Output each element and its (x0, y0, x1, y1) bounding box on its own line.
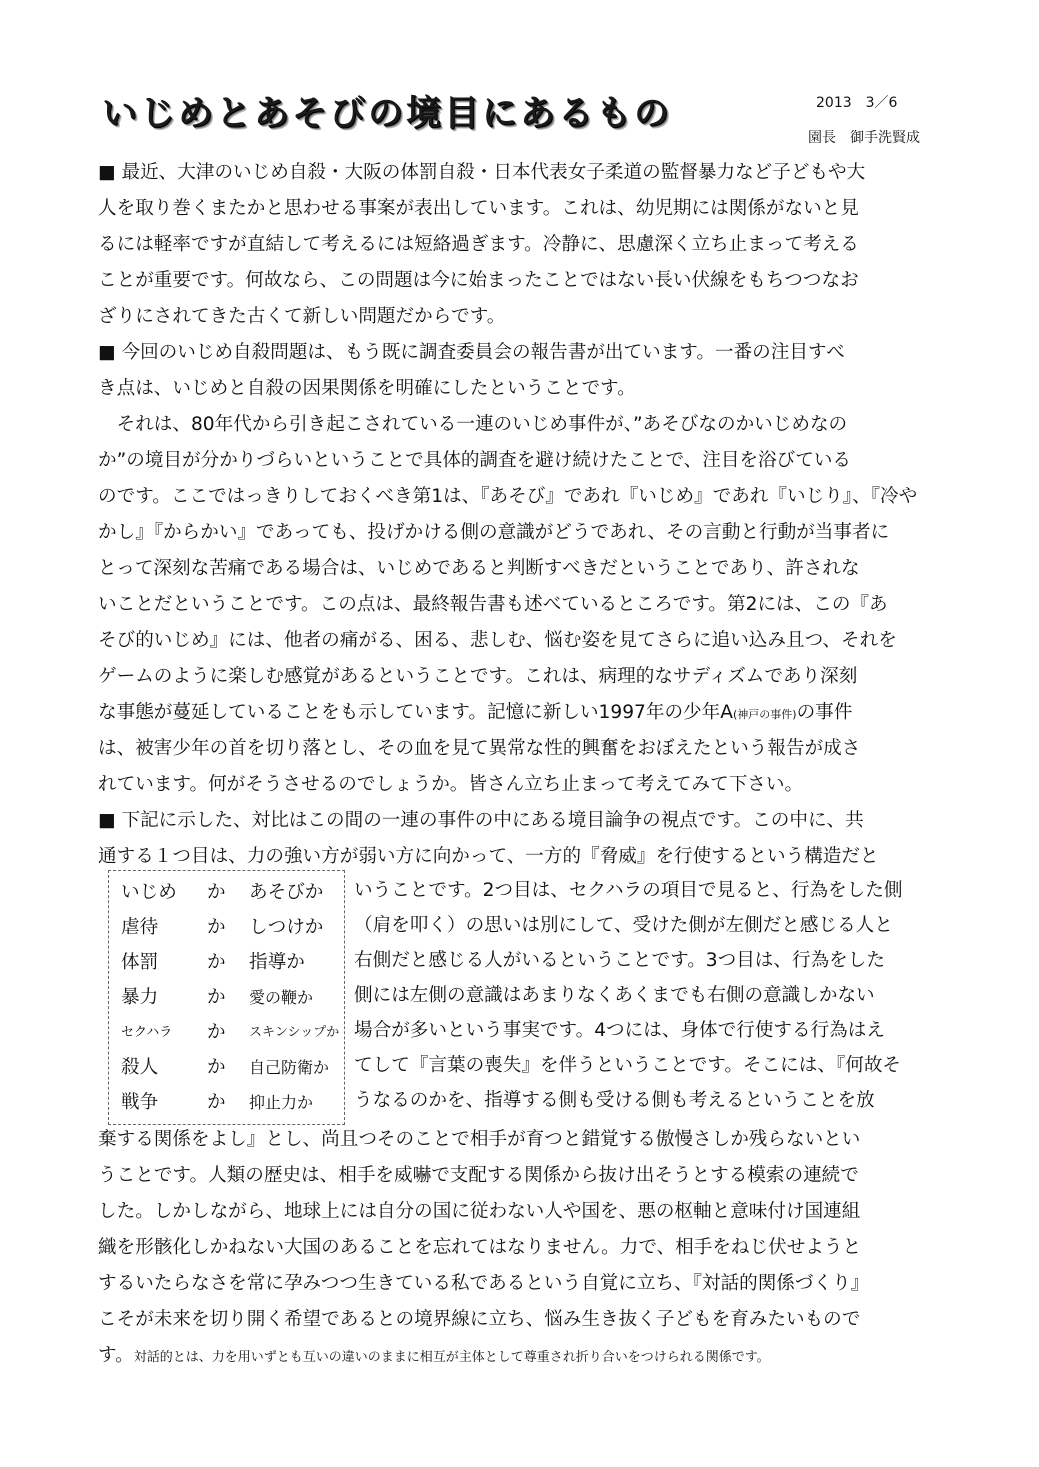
comparison-table (108, 870, 345, 1125)
table-row (121, 945, 341, 981)
side-line: （肩を叩く）の思いは別にして、受けた側が左側だと感じる人と (354, 915, 893, 936)
table-left: いじめ (121, 882, 177, 903)
body-line: ことが重要です。何故なら、この問題は今に始まったことではない長い伏線をもちつつなお (98, 270, 859, 291)
table-mid: か (207, 917, 226, 938)
table-left: 戦争 (121, 1092, 159, 1113)
body-line: かし』『からかい』であっても、投げかける側の意識がどうであれ、その言動と行動が当事者に (98, 522, 890, 543)
table-row (121, 980, 341, 1016)
table-left: 暴力 (121, 987, 159, 1008)
table-row (121, 1050, 341, 1086)
table-right: 愛の鞭か (249, 988, 314, 1007)
body-line: 棄する関係をよし』とし、尚且つそのことで相手が育つと錯覚する傲慢さしか残らないとい (98, 1129, 861, 1150)
table-mid: か (207, 882, 226, 903)
body-line: 織を形骸化しかねない大国のあることを忘れてはなりません。力で、相手をねじ伏せようと (98, 1237, 862, 1258)
document-title: いじめとあそびの境目にあるもの (102, 94, 673, 134)
body-line: ■ 最近、大津のいじめ自殺・大阪の体罰自殺・日本代表女子柔道の監督暴力など子どもや大 (98, 162, 866, 183)
table-mid: か (207, 952, 226, 973)
side-line: 右側だと感じる人がいるということです。3つ目は、行為をした (354, 950, 885, 971)
table-right: スキンシップか (249, 1025, 340, 1040)
body-line-with-note (98, 695, 852, 733)
final-note: 対話的とは、力を用いずとも互いの違いのままに相互が主体として尊重され折り合いをつけられる関係です。 (133, 1350, 770, 1365)
table-left: 体罰 (121, 952, 159, 973)
body-line: うことです。人類の歴史は、相手を威嚇で支配する関係から抜け出そうとする模索の連続で (98, 1165, 859, 1186)
body-line: とって深刻な苦痛である場合は、いじめであると判断すべきだということであり、許されな (98, 558, 860, 579)
body-line-tail: の事件 (796, 702, 853, 723)
table-mid: か (207, 1022, 226, 1043)
final-lead: す。 (98, 1345, 134, 1366)
table-mid: か (207, 1092, 226, 1113)
table-left: セクハラ (121, 1025, 173, 1040)
body-line: るには軽率ですが直結して考えるには短絡過ぎます。冷静に、思慮深く立ち止まって考える (98, 234, 859, 255)
body-line: した。しかしながら、地球上には自分の国に従わない人や国を、悪の枢軸と意味付け国連組 (98, 1201, 861, 1222)
body-line: のです。ここではっきりしておくべき第1は、『あそび』であれ『いじめ』であれ『いじり』、『冷や (98, 486, 918, 507)
kobe-note: (神戸の事件) (732, 708, 797, 721)
side-line: 場合が多いという事実です。4つには、身体で行使する行為はえ (354, 1020, 885, 1041)
side-line: 側には左側の意識はあまりなくあくまでも右側の意識しかない (354, 985, 875, 1006)
table-row (121, 1085, 341, 1121)
body-line: するいたらなさを常に孕みつつ生きている私であるという自覚に立ち、『対話的関係づくり』 (98, 1273, 870, 1294)
body-line: ■ 下記に示した、対比はこの間の一連の事件の中にある境目論争の視点です。この中に、共 (98, 810, 864, 831)
table-right: しつけか (249, 917, 324, 938)
table-mid: か (207, 1057, 226, 1078)
table-right: 指導か (249, 952, 305, 973)
body-line: ■ 今回のいじめ自殺問題は、もう既に調査委員会の報告書が出ています。一番の注目すべ (98, 342, 845, 363)
body-line-text: な事態が蔓延していることをも示しています。記憶に新しい1997年の少年A (98, 702, 733, 723)
table-right: あそびか (249, 882, 324, 903)
table-row (121, 875, 341, 911)
table-mid: か (207, 987, 226, 1008)
body-line: それは、80年代から引き起こされている一連のいじめ事件が、”あそびなのかいじめなの (98, 414, 848, 435)
body-line: いことだということです。この点は、最終報告書も述べているところです。第2には、この『あ (98, 594, 888, 615)
table-left: 殺人 (121, 1057, 159, 1078)
side-line: いうことです。2つ目は、セクハラの項目で見ると、行為をした側 (354, 880, 903, 901)
table-right: 自己防衛か (249, 1058, 330, 1077)
body-line: ざりにされてきた古くて新しい問題だからです。 (98, 306, 506, 327)
body-line: 通する１つ目は、力の強い方が弱い方に向かって、一方的『脅威』を行使するという構造だと (98, 846, 879, 867)
body-line: き点は、いじめと自殺の因果関係を明確にしたということです。 (98, 378, 636, 399)
document-author: 園長 御手洗賢成 (808, 130, 920, 146)
document-date: 2013 3／6 (816, 95, 898, 111)
body-line: は、被害少年の首を切り落とし、その血を見て異常な性的興奮をおぼえたという報告が成さ (98, 738, 861, 759)
body-line: そび的いじめ』には、他者の痛がる、困る、悲しむ、悩む姿を見てさらに追い込み且つ、それを (98, 630, 897, 651)
body-line: か”の境目が分かりづらいということで具体的調査を避け続けたことで、注目を浴びている (98, 450, 852, 471)
body-line-final (98, 1338, 770, 1376)
body-line: ゲームのように楽しむ感覚があるということです。これは、病理的なサディズムであり深刻 (98, 666, 858, 687)
table-right: 抑止力か (249, 1093, 314, 1112)
table-row (121, 910, 341, 946)
table-row (121, 1015, 341, 1051)
body-line: 人を取り巻くまたかと思わせる事案が表出しています。これは、幼児期には関係がないと見 (98, 198, 859, 219)
body-line: れています。何がそうさせるのでしょうか。皆さん立ち止まって考えてみて下さい。 (98, 774, 804, 795)
side-line: うなるのかを、指導する側も受ける側も考えるということを放 (354, 1090, 875, 1111)
side-line: てして『言葉の喪失』を伴うということです。そこには、『何故そ (354, 1055, 902, 1076)
table-left: 虐待 (121, 917, 159, 938)
body-line: こそが未来を切り開く希望であるとの境界線に立ち、悩み生き抜く子どもを育みたいもので (98, 1309, 861, 1330)
